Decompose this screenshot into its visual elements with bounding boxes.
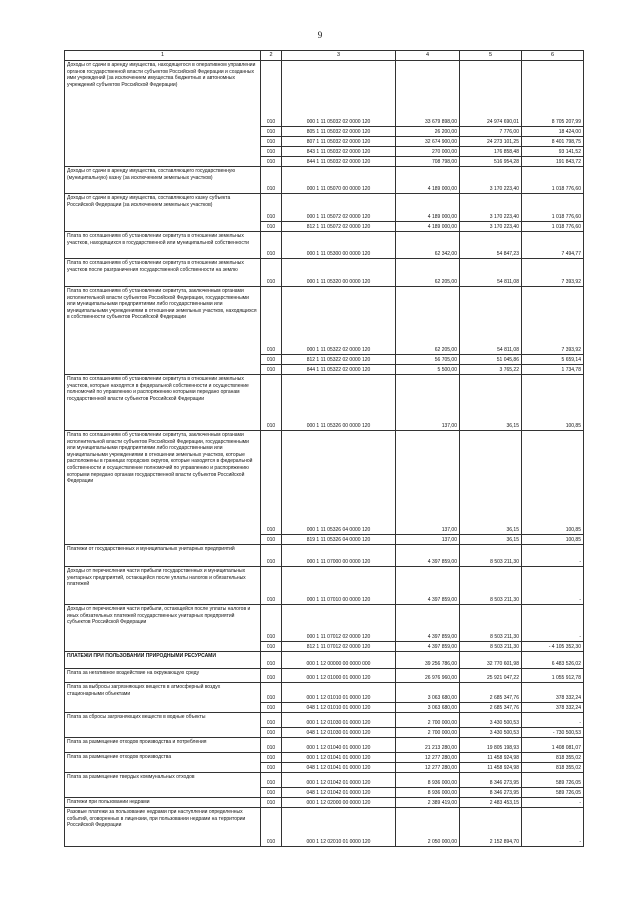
row-description: Плата за размещение отходов производства и потребления <box>65 738 261 753</box>
row-executed-amount: 3 170 223,40 <box>460 222 522 232</box>
row-line-code: 010 <box>261 222 282 232</box>
row-approved-amount: 708 798,00 <box>396 157 460 167</box>
row-executed-amount: 54 811,08 <box>460 259 522 287</box>
row-description: Плата за выбросы загрязняющих веществ в атмосферный воздух стационарными объектами <box>65 683 261 703</box>
table-row <box>65 535 584 545</box>
row-budget-code: 048 1 12 01010 01 0000 120 <box>282 703 396 713</box>
row-line-code: 010 <box>261 798 282 808</box>
row-line-code: 010 <box>261 365 282 375</box>
row-approved-amount: 12 277 280,00 <box>396 763 460 773</box>
row-executed-amount: 8 346 273,95 <box>460 788 522 798</box>
row-approved-amount: 4 397 859,00 <box>396 642 460 652</box>
row-unexecuted-amount: 1 018 776,60 <box>522 194 584 222</box>
row-budget-code: 000 1 12 01042 01 0000 120 <box>282 773 396 788</box>
table-row <box>65 567 584 605</box>
row-description <box>65 157 261 167</box>
table-row <box>65 431 584 535</box>
table-row <box>65 788 584 798</box>
row-line-code: 010 <box>261 788 282 798</box>
row-approved-amount: 3 063 680,00 <box>396 683 460 703</box>
row-description: Доходы от сдачи в аренду имущества, находящегося в оперативном управлении органов государственной власти субъектов Российской Федерации и созданных ими учреждений (за исключением имущества бюджетных и автономных учреждений субъектов Российской Федерации) <box>65 61 261 127</box>
row-description <box>65 222 261 232</box>
column-header: 2 <box>261 51 282 61</box>
table-row <box>65 642 584 652</box>
row-unexecuted-amount: 1 055 912,78 <box>522 669 584 683</box>
row-description: Плата за размещение твердых коммунальных отходов <box>65 773 261 788</box>
row-executed-amount: 8 503 211,30 <box>460 545 522 567</box>
row-line-code: 010 <box>261 713 282 728</box>
row-unexecuted-amount: 100,85 <box>522 535 584 545</box>
row-unexecuted-amount: 1 018 776,60 <box>522 222 584 232</box>
table-row <box>65 157 584 167</box>
row-description: ПЛАТЕЖИ ПРИ ПОЛЬЗОВАНИИ ПРИРОДНЫМИ РЕСУРСАМИ <box>65 652 261 669</box>
row-executed-amount: 3 430 500,53 <box>460 728 522 738</box>
table-row <box>65 222 584 232</box>
row-approved-amount: 3 063 680,00 <box>396 703 460 713</box>
table-row <box>65 808 584 847</box>
row-unexecuted-amount: - <box>522 713 584 728</box>
row-unexecuted-amount: 378 332,24 <box>522 703 584 713</box>
row-unexecuted-amount: 818 355,02 <box>522 753 584 763</box>
row-description: Плата по соглашениям об установлении сервитута, заключенным органами исполнительной власти субъектов Российской Федерации, государственными или муниципальными предприятиями либо государственными или муниципальными учреждениями в отношении земельных участков, которые расположены в границах городских округов, которые находятся в федеральной собственности и осуществление полномочий по управлению и распоряжению которыми передано органам государственной власти субъектов Российской Федерации <box>65 431 261 535</box>
row-approved-amount: 2 700 000,00 <box>396 713 460 728</box>
row-approved-amount: 2 700 000,00 <box>396 728 460 738</box>
row-budget-code: 000 1 12 01000 01 0000 120 <box>282 669 396 683</box>
row-line-code: 010 <box>261 773 282 788</box>
row-budget-code: 843 1 11 05032 02 0000 120 <box>282 147 396 157</box>
row-description: Плата по соглашениям об установлении сервитута в отношении земельных участков, находящихся в государственной или муниципальной собственности <box>65 232 261 259</box>
row-line-code: 010 <box>261 259 282 287</box>
row-budget-code: 000 1 11 07010 00 0000 120 <box>282 567 396 605</box>
row-executed-amount: 2 152 894,70 <box>460 808 522 847</box>
row-unexecuted-amount: 7 494,77 <box>522 232 584 259</box>
row-description <box>65 535 261 545</box>
row-description <box>65 365 261 375</box>
row-description: Разовые платежи за пользование недрами при наступлении определенных событий, оговоренных в лицензии, при пользовании недрами на территории Российской Федерации <box>65 808 261 847</box>
row-executed-amount: 25 921 047,22 <box>460 669 522 683</box>
row-line-code: 010 <box>261 545 282 567</box>
row-approved-amount: 4 189 000,00 <box>396 194 460 222</box>
table-row <box>65 773 584 788</box>
row-executed-amount: 3 765,22 <box>460 365 522 375</box>
table-row <box>65 738 584 753</box>
row-executed-amount: 36,15 <box>460 535 522 545</box>
row-budget-code: 844 1 11 05032 02 0000 120 <box>282 157 396 167</box>
row-unexecuted-amount: 589 726,05 <box>522 773 584 788</box>
row-line-code: 010 <box>261 652 282 669</box>
row-approved-amount: 4 397 859,00 <box>396 605 460 642</box>
row-description: Платежи от государственных и муниципальных унитарных предприятий <box>65 545 261 567</box>
row-approved-amount: 8 936 000,00 <box>396 788 460 798</box>
row-approved-amount: 12 277 280,00 <box>396 753 460 763</box>
row-executed-amount: 176 858,48 <box>460 147 522 157</box>
row-unexecuted-amount: - <box>522 605 584 642</box>
row-budget-code: 048 1 12 01042 01 0000 120 <box>282 788 396 798</box>
table-row <box>65 147 584 157</box>
row-unexecuted-amount: 5 659,14 <box>522 355 584 365</box>
row-line-code: 010 <box>261 703 282 713</box>
row-executed-amount: 11 458 924,98 <box>460 753 522 763</box>
column-header: 4 <box>396 51 460 61</box>
row-executed-amount: 19 805 198,93 <box>460 738 522 753</box>
row-executed-amount: 51 045,86 <box>460 355 522 365</box>
row-budget-code: 000 1 12 02000 00 0000 120 <box>282 798 396 808</box>
row-approved-amount: 4 189 000,00 <box>396 167 460 194</box>
row-description: Плата по соглашениям об установлении сервитута, заключенным органами исполнительной власти субъектов Российской Федерации, государственными или муниципальными предприятиями либо государственными или муниципальными учреждениями в отношении земельных участков, находящихся в собственности субъектов Российской Федерации <box>65 287 261 355</box>
row-line-code: 010 <box>261 137 282 147</box>
table-row <box>65 605 584 642</box>
row-description <box>65 137 261 147</box>
row-description: Доходы от перечисления части прибыли, остающейся после уплаты налогов и иных обязательных платежей государственных унитарных предприятий субъектов Российской Федерации <box>65 605 261 642</box>
row-unexecuted-amount: 100,85 <box>522 431 584 535</box>
row-budget-code: 000 1 11 05320 00 0000 120 <box>282 259 396 287</box>
row-budget-code: 812 1 11 07012 02 0000 120 <box>282 642 396 652</box>
row-unexecuted-amount: 589 726,05 <box>522 788 584 798</box>
row-executed-amount: 2 685 347,76 <box>460 683 522 703</box>
row-line-code: 010 <box>261 683 282 703</box>
row-budget-code: 819 1 11 05326 04 0000 120 <box>282 535 396 545</box>
row-unexecuted-amount: - 4 105 352,30 <box>522 642 584 652</box>
table-row <box>65 703 584 713</box>
row-executed-amount: 8 503 211,30 <box>460 605 522 642</box>
row-line-code: 010 <box>261 375 282 431</box>
table-row <box>65 127 584 137</box>
row-approved-amount: 4 397 859,00 <box>396 567 460 605</box>
row-budget-code: 000 1 12 00000 00 0000 000 <box>282 652 396 669</box>
row-approved-amount: 5 500,00 <box>396 365 460 375</box>
row-budget-code: 844 1 11 05322 02 0000 120 <box>282 365 396 375</box>
row-budget-code: 000 1 12 01041 01 0000 120 <box>282 753 396 763</box>
row-description <box>65 127 261 137</box>
row-approved-amount: 56 705,00 <box>396 355 460 365</box>
revenue-table <box>64 50 584 847</box>
table-row <box>65 798 584 808</box>
table-row <box>65 61 584 127</box>
row-description: Доходы от перечисления части прибыли государственных и муниципальных унитарных предприятий, остающейся после уплаты налогов и обязательных платежей <box>65 567 261 605</box>
row-approved-amount: 32 674 900,00 <box>396 137 460 147</box>
table-row <box>65 753 584 763</box>
row-unexecuted-amount: - 730 500,53 <box>522 728 584 738</box>
table-row <box>65 763 584 773</box>
row-description <box>65 355 261 365</box>
table-row <box>65 355 584 365</box>
row-approved-amount: 21 213 280,00 <box>396 738 460 753</box>
row-executed-amount: 3 170 223,40 <box>460 167 522 194</box>
row-line-code: 010 <box>261 127 282 137</box>
row-budget-code: 805 1 11 05032 02 0000 120 <box>282 127 396 137</box>
table-row <box>65 232 584 259</box>
row-executed-amount: 8 503 211,30 <box>460 642 522 652</box>
row-budget-code: 000 1 11 05070 00 0000 120 <box>282 167 396 194</box>
table-row <box>65 728 584 738</box>
row-line-code: 010 <box>261 287 282 355</box>
row-line-code: 010 <box>261 808 282 847</box>
row-executed-amount: 32 770 601,98 <box>460 652 522 669</box>
row-approved-amount: 2 389 419,00 <box>396 798 460 808</box>
row-budget-code: 812 1 11 05322 02 0000 120 <box>282 355 396 365</box>
row-budget-code: 000 1 11 07012 02 0000 120 <box>282 605 396 642</box>
row-approved-amount: 270 000,00 <box>396 147 460 157</box>
row-executed-amount: 7 776,00 <box>460 127 522 137</box>
table-row <box>65 652 584 669</box>
row-description: Платежи при пользовании недрами <box>65 798 261 808</box>
row-budget-code: 000 1 11 07000 00 0000 120 <box>282 545 396 567</box>
row-budget-code: 000 1 11 05326 04 0000 120 <box>282 431 396 535</box>
row-budget-code: 000 1 11 05300 00 0000 120 <box>282 232 396 259</box>
row-executed-amount: 516 954,28 <box>460 157 522 167</box>
row-line-code: 010 <box>261 232 282 259</box>
row-budget-code: 048 1 12 01030 01 0000 120 <box>282 728 396 738</box>
row-approved-amount: 62 205,00 <box>396 259 460 287</box>
row-description: Доходы от сдачи в аренду имущества, составляющего казну субъекта Российской Федерации (за исключением земельных участков) <box>65 194 261 222</box>
row-approved-amount: 62 342,00 <box>396 232 460 259</box>
row-line-code: 010 <box>261 355 282 365</box>
row-approved-amount: 26 200,00 <box>396 127 460 137</box>
row-line-code: 010 <box>261 535 282 545</box>
table-row <box>65 713 584 728</box>
row-unexecuted-amount: - <box>522 545 584 567</box>
column-header: 3 <box>282 51 396 61</box>
row-budget-code: 000 1 12 01010 01 0000 120 <box>282 683 396 703</box>
row-budget-code: 000 1 12 02010 01 0000 120 <box>282 808 396 847</box>
column-header: 6 <box>522 51 584 61</box>
row-approved-amount: 39 256 786,00 <box>396 652 460 669</box>
row-approved-amount: 137,00 <box>396 431 460 535</box>
row-unexecuted-amount: 7 393,92 <box>522 287 584 355</box>
row-approved-amount: 8 936 000,00 <box>396 773 460 788</box>
row-line-code: 010 <box>261 728 282 738</box>
table-row <box>65 259 584 287</box>
row-unexecuted-amount: - <box>522 567 584 605</box>
row-unexecuted-amount: 100,85 <box>522 375 584 431</box>
row-unexecuted-amount: - <box>522 798 584 808</box>
table-row <box>65 137 584 147</box>
row-line-code: 010 <box>261 567 282 605</box>
row-description: Плата за негативное воздействие на окружающую среду <box>65 669 261 683</box>
row-budget-code: 000 1 11 05072 02 0000 120 <box>282 194 396 222</box>
row-line-code: 010 <box>261 642 282 652</box>
row-executed-amount: 24 974 690,01 <box>460 61 522 127</box>
row-unexecuted-amount: 8 401 798,75 <box>522 137 584 147</box>
row-unexecuted-amount: 378 332,24 <box>522 683 584 703</box>
row-executed-amount: 3 170 223,40 <box>460 194 522 222</box>
row-line-code: 010 <box>261 763 282 773</box>
row-unexecuted-amount: 7 393,92 <box>522 259 584 287</box>
row-description: Плата за размещение отходов производства <box>65 753 261 763</box>
row-description <box>65 703 261 713</box>
table-header-row <box>65 51 584 61</box>
row-executed-amount: 11 458 924,98 <box>460 763 522 773</box>
row-line-code: 010 <box>261 431 282 535</box>
table-row <box>65 287 584 355</box>
row-executed-amount: 36,15 <box>460 375 522 431</box>
row-description <box>65 642 261 652</box>
row-line-code: 010 <box>261 194 282 222</box>
row-budget-code: 000 1 12 01030 01 0000 120 <box>282 713 396 728</box>
row-unexecuted-amount: 18 424,00 <box>522 127 584 137</box>
row-executed-amount: 2 483 453,15 <box>460 798 522 808</box>
table-row <box>65 167 584 194</box>
table-row <box>65 365 584 375</box>
row-unexecuted-amount: 1 408 081,07 <box>522 738 584 753</box>
table-row <box>65 669 584 683</box>
row-approved-amount: 4 189 000,00 <box>396 222 460 232</box>
row-executed-amount: 24 273 101,25 <box>460 137 522 147</box>
row-budget-code: 812 1 11 05072 02 0000 120 <box>282 222 396 232</box>
row-approved-amount: 137,00 <box>396 535 460 545</box>
row-line-code: 010 <box>261 738 282 753</box>
row-line-code: 010 <box>261 753 282 763</box>
table-row <box>65 375 584 431</box>
row-description: Плата по соглашениям об установлении сервитута в отношении земельных участков после разграничения государственной собственности на землю <box>65 259 261 287</box>
row-unexecuted-amount: 1 018 776,60 <box>522 167 584 194</box>
row-line-code: 010 <box>261 669 282 683</box>
row-description <box>65 147 261 157</box>
row-unexecuted-amount: 93 141,52 <box>522 147 584 157</box>
row-line-code: 010 <box>261 157 282 167</box>
table-body <box>65 51 584 847</box>
page-number: 9 <box>317 30 323 40</box>
row-line-code: 010 <box>261 167 282 194</box>
table-row <box>65 194 584 222</box>
row-line-code: 010 <box>261 61 282 127</box>
table-row <box>65 545 584 567</box>
row-approved-amount: 33 679 898,00 <box>396 61 460 127</box>
row-budget-code: 048 1 12 01041 01 0000 120 <box>282 763 396 773</box>
row-description: Плата по соглашениям об установлении сервитута в отношении земельных участков, которые находятся в федеральной собственности и осуществление полномочий по управлению и распоряжению которыми передано органам государственной власти субъектов Российской Федерации <box>65 375 261 431</box>
row-budget-code: 000 1 12 01040 01 0000 120 <box>282 738 396 753</box>
row-approved-amount: 62 205,00 <box>396 287 460 355</box>
row-unexecuted-amount: 8 705 207,99 <box>522 61 584 127</box>
row-executed-amount: 2 685 347,76 <box>460 703 522 713</box>
row-budget-code: 807 1 11 05032 02 0000 120 <box>282 137 396 147</box>
row-executed-amount: 8 346 273,95 <box>460 773 522 788</box>
row-executed-amount: 36,15 <box>460 431 522 535</box>
row-executed-amount: 8 503 211,30 <box>460 567 522 605</box>
row-description <box>65 728 261 738</box>
row-approved-amount: 2 050 000,00 <box>396 808 460 847</box>
row-executed-amount: 54 811,08 <box>460 287 522 355</box>
row-unexecuted-amount: 1 734,78 <box>522 365 584 375</box>
row-approved-amount: 26 976 960,00 <box>396 669 460 683</box>
column-header: 1 <box>65 51 261 61</box>
column-header: 5 <box>460 51 522 61</box>
row-description <box>65 788 261 798</box>
row-unexecuted-amount: 191 843,72 <box>522 157 584 167</box>
table-row <box>65 683 584 703</box>
row-executed-amount: 54 847,23 <box>460 232 522 259</box>
row-unexecuted-amount: - <box>522 808 584 847</box>
row-unexecuted-amount: 6 483 526,02 <box>522 652 584 669</box>
row-executed-amount: 3 430 500,53 <box>460 713 522 728</box>
row-budget-code: 000 1 11 05032 02 0000 120 <box>282 61 396 127</box>
row-unexecuted-amount: 818 355,02 <box>522 763 584 773</box>
row-description <box>65 763 261 773</box>
row-line-code: 010 <box>261 147 282 157</box>
row-approved-amount: 137,00 <box>396 375 460 431</box>
row-approved-amount: 4 397 859,00 <box>396 545 460 567</box>
row-description: Доходы от сдачи в аренду имущества, составляющего государственную (муниципальную) казну (за исключением земельных участков) <box>65 167 261 194</box>
row-line-code: 010 <box>261 605 282 642</box>
row-description: Плата за сбросы загрязняющих веществ в водные объекты <box>65 713 261 728</box>
row-budget-code: 000 1 11 05326 00 0000 120 <box>282 375 396 431</box>
row-budget-code: 000 1 11 05322 02 0000 120 <box>282 287 396 355</box>
